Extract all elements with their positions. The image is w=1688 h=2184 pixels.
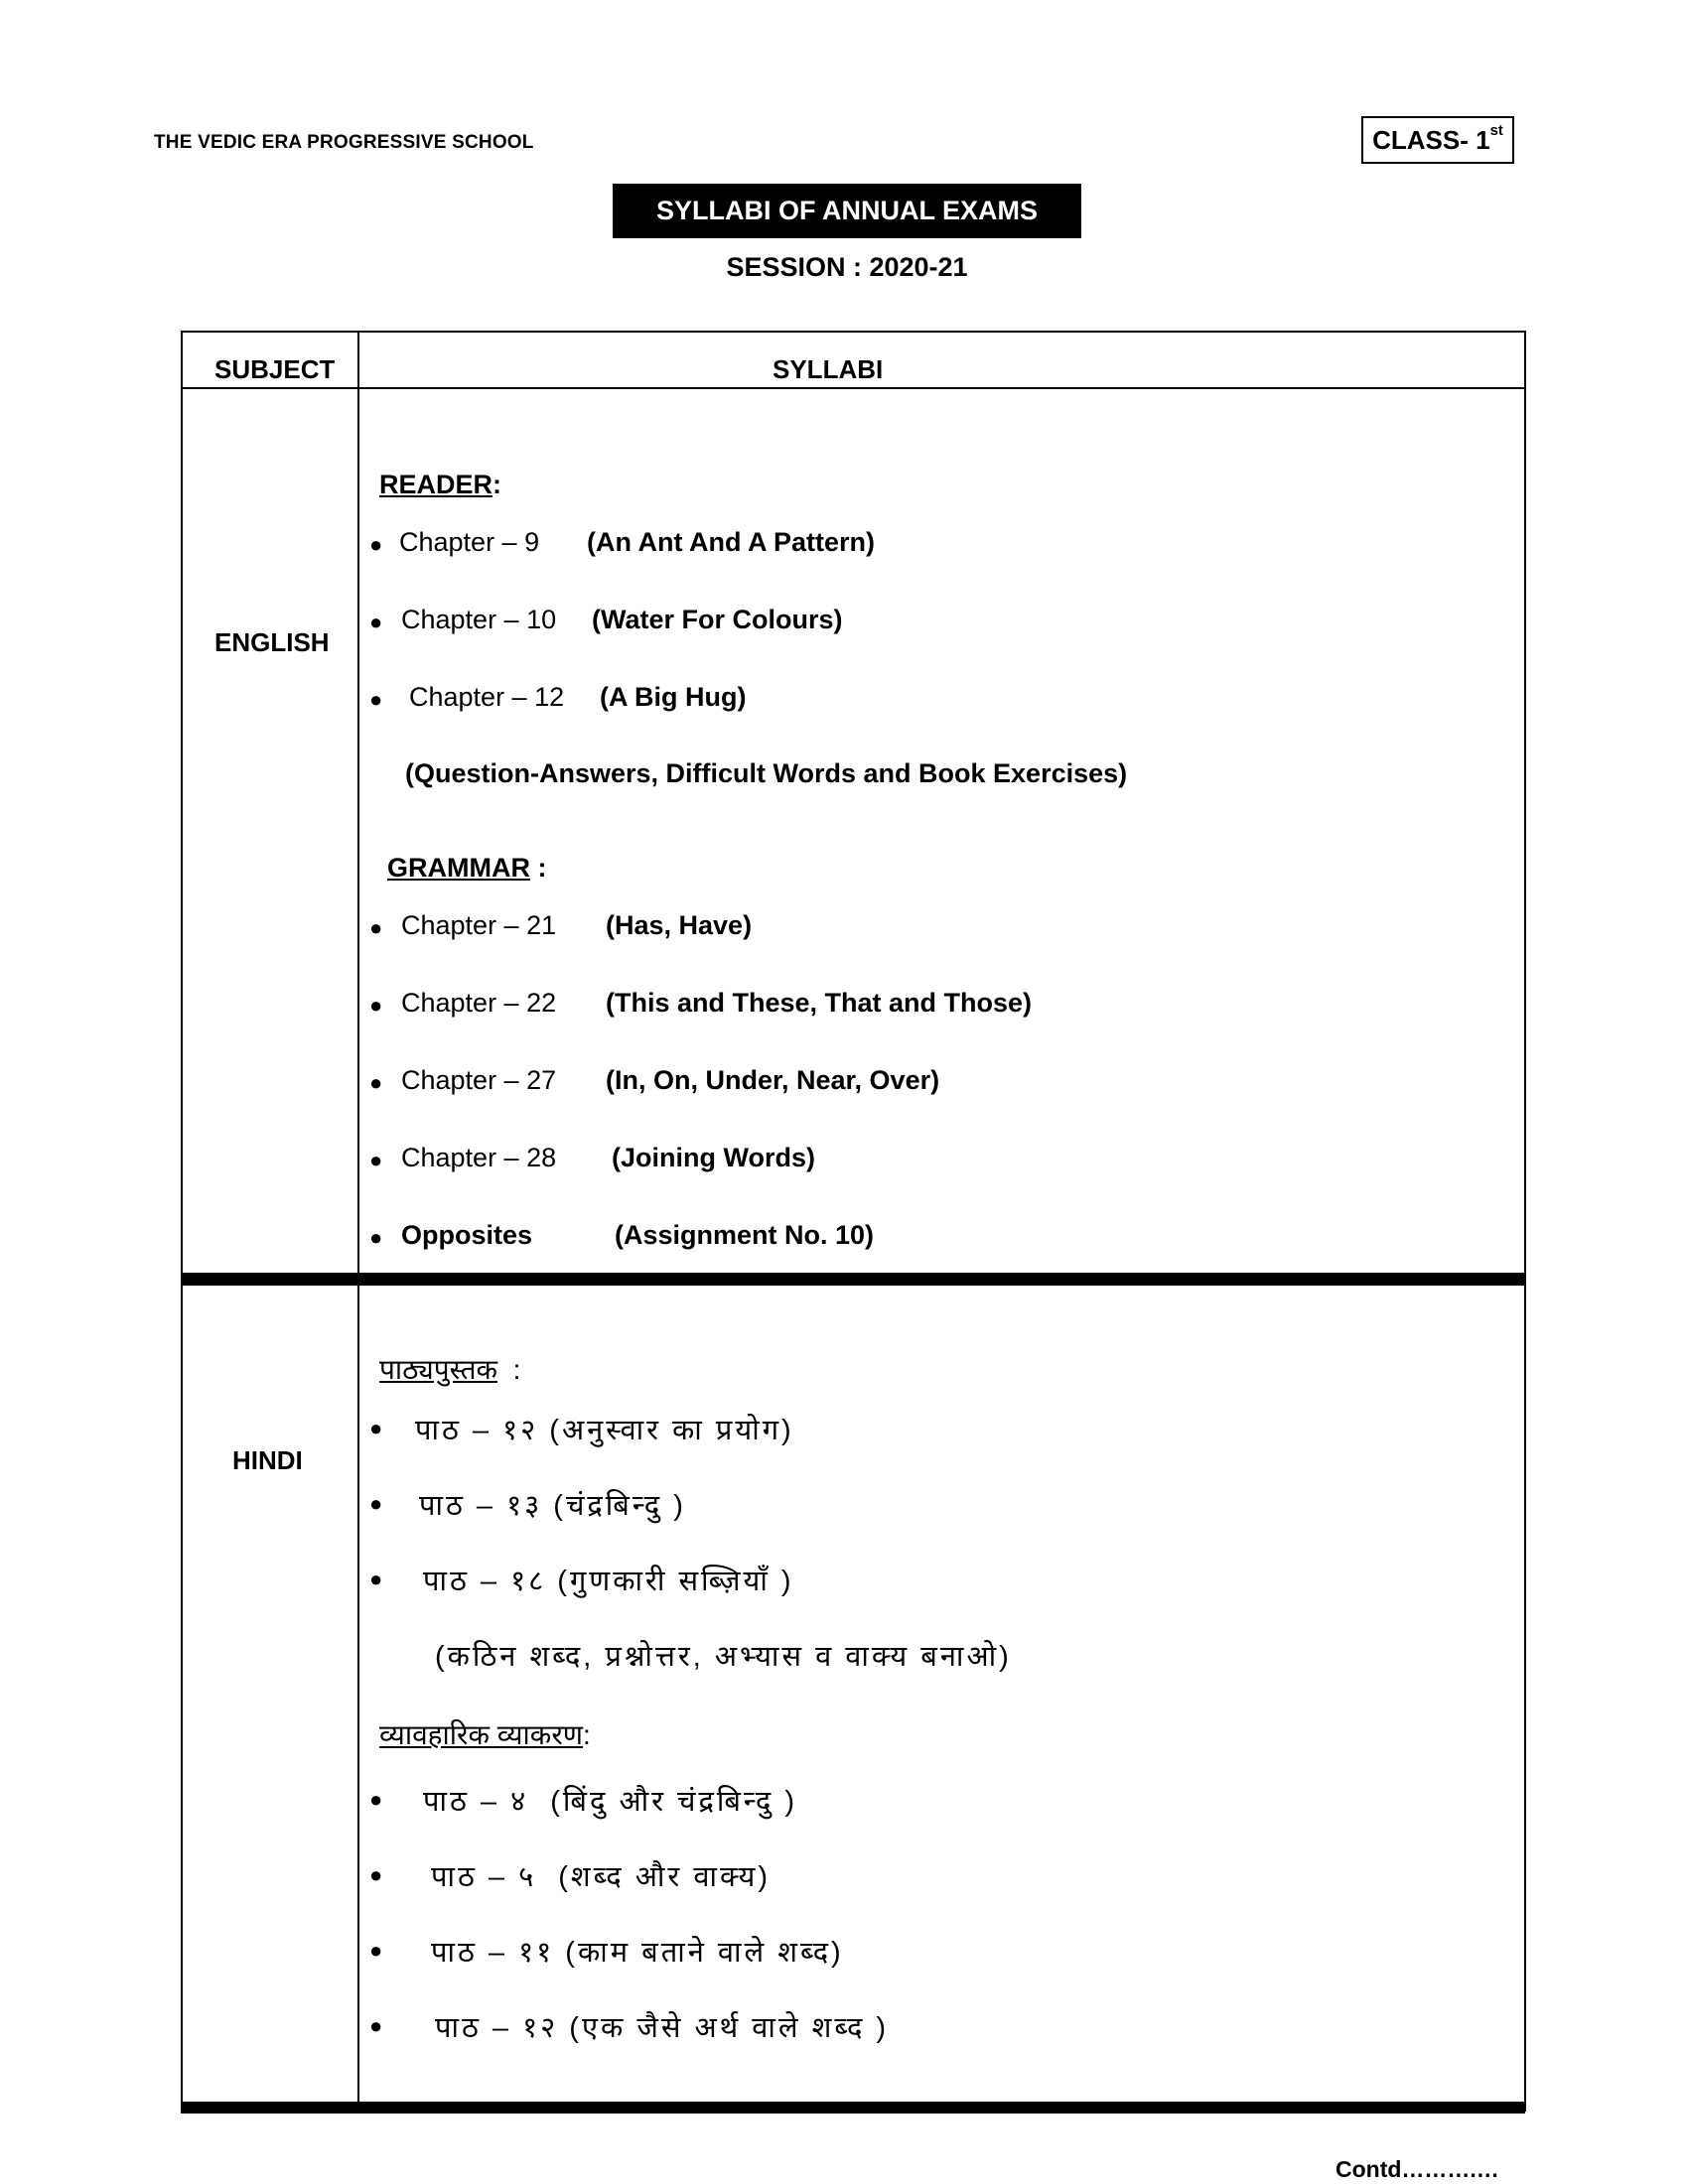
table-bottom-border (181, 2102, 1525, 2114)
column-header-syllabi: SYLLABI (773, 354, 884, 384)
grammar-colon: : (529, 853, 547, 883)
chapter-topic: (In, On, Under, Near, Over) (606, 1065, 940, 1095)
bullet-icon: ● (369, 687, 383, 712)
hindi-lesson: पाठ – १३ (चंद्रबिन्दु ) (419, 1490, 686, 1522)
bullet-icon: ● (369, 915, 383, 940)
hindi-textbook-note: (कठिन शब्द, प्रश्नोत्तर, अभ्यास व वाक्य बनाओ) (435, 1641, 1012, 1673)
school-name: THE VEDIC ERA PROGRESSIVE SCHOOL (154, 132, 534, 153)
bullet-icon: ● (369, 1862, 383, 1887)
chapter-topic: (Assignment No. 10) (615, 1220, 875, 1250)
class-superscript: st (1489, 121, 1503, 139)
chapter-topic: (A Big Hug) (600, 682, 747, 712)
hindi-grammar-label: व्यावहारिक व्याकरण (379, 1719, 584, 1750)
class-label: CLASS- 1 (1372, 124, 1490, 155)
chapter-topic: (Joining Words) (612, 1143, 815, 1172)
english-grammar-heading (387, 853, 546, 884)
session-label (0, 252, 1688, 283)
bullet-icon: ● (369, 1416, 383, 1440)
class-badge (1361, 116, 1514, 164)
hindi-lesson: पाठ – १८ (गुणकारी सब्ज़ियाँ ) (423, 1566, 794, 1597)
chapter-number: Chapter – 27 (401, 1065, 557, 1095)
bullet-icon: ● (369, 610, 383, 634)
table-column-divider (357, 331, 359, 2112)
hindi-grammar-heading (379, 1715, 591, 1753)
chapter-topic: (This and These, That and Those) (606, 988, 1033, 1018)
chapter-number: Chapter – 9 (399, 527, 540, 557)
column-header-subject: SUBJECT (214, 354, 336, 384)
chapter-number: Chapter – 21 (401, 910, 557, 940)
table-top-border (181, 331, 1525, 333)
continued-label: Contd……….… (1336, 2156, 1499, 2182)
bullet-icon: ● (369, 2013, 383, 2038)
bullet-icon: ● (369, 1938, 383, 1963)
bullet-icon: ● (369, 1491, 383, 1516)
grammar-label: GRAMMAR (387, 853, 530, 883)
hindi-lesson: पाठ – ५ (शब्द और वाक्य) (431, 1861, 771, 1893)
hindi-grammar-colon: : (583, 1719, 591, 1750)
chapter-number: Chapter – 22 (401, 988, 557, 1018)
hindi-lesson: पाठ – १२ (अनुस्वार का प्रयोग) (415, 1415, 794, 1446)
textbook-label: पाठ्यपुस्तक (379, 1354, 498, 1385)
bullet-icon: ● (369, 1225, 383, 1250)
session-text: SESSION : 2020-21 (726, 252, 968, 282)
document-title: SYLLABI OF ANNUAL EXAMS (613, 184, 1081, 238)
english-hindi-divider (181, 1273, 1525, 1286)
bullet-icon: ● (369, 1787, 383, 1812)
hindi-lesson: पाठ – ४ (बिंदु और चंद्रबिन्दु ) (423, 1786, 797, 1818)
chapter-topic: (An Ant And A Pattern) (587, 527, 875, 557)
english-reader-heading (379, 470, 501, 500)
hindi-lesson: पाठ – १२ (एक जैसे अर्थ वाले शब्द ) (435, 2012, 890, 2044)
chapter-number: Chapter – 12 (409, 682, 565, 712)
bullet-icon: ● (369, 532, 383, 557)
reader-label: READER (379, 470, 493, 499)
hindi-lesson: पाठ – ११ (काम बताने वाले शब्द) (431, 1937, 844, 1969)
textbook-colon: : (497, 1354, 521, 1385)
bullet-icon: ● (369, 1148, 383, 1172)
english-reader-note: (Question-Answers, Difficult Words and Book Exercises) (405, 758, 1128, 788)
chapter-number: Opposites (401, 1220, 533, 1250)
subject-english: ENGLISH (214, 627, 330, 657)
chapter-number: Chapter – 10 (401, 605, 557, 634)
subject-hindi: HINDI (232, 1445, 303, 1475)
chapter-number: Chapter – 28 (401, 1143, 557, 1172)
bullet-icon: ● (369, 993, 383, 1018)
hindi-textbook-heading (379, 1350, 520, 1388)
chapter-topic: (Water For Colours) (592, 605, 843, 634)
bullet-icon: ● (369, 1070, 383, 1095)
table-left-border (181, 331, 183, 2112)
bullet-icon: ● (369, 1567, 383, 1591)
reader-colon: : (492, 470, 502, 499)
header-row-divider (181, 387, 1525, 389)
table-right-border (1524, 331, 1526, 2112)
chapter-topic: (Has, Have) (606, 910, 753, 940)
